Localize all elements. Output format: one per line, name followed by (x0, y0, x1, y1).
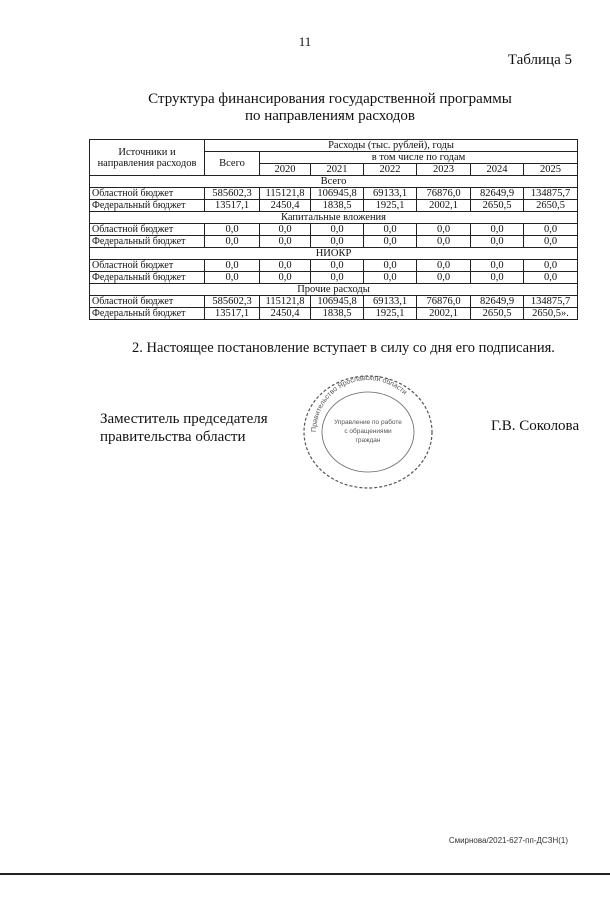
header-year: 2020 (260, 164, 311, 176)
table-section-row (90, 248, 578, 260)
row-total: 585602,3 (205, 188, 260, 200)
row-source: Федеральный бюджет (90, 308, 205, 320)
table-header-row-1 (90, 140, 578, 152)
table-section-row (90, 284, 578, 296)
row-year-value: 76876,0 (417, 188, 471, 200)
document-title (100, 91, 560, 125)
row-year-value: 1838,5 (311, 308, 364, 320)
header-year: 2023 (417, 164, 471, 176)
header-year: 2021 (311, 164, 364, 176)
table-label: Таблица 5 (507, 52, 572, 68)
row-year-value: 0,0 (260, 224, 311, 236)
table-row (90, 200, 578, 212)
signer-title-line-1: Заместитель председателя (100, 411, 268, 427)
row-year-value: 0,0 (471, 260, 524, 272)
row-year-value: 1925,1 (364, 200, 417, 212)
row-total: 0,0 (205, 224, 260, 236)
header-expenses: Расходы (тыс. рублей), годы (205, 140, 578, 152)
section-heading: Капитальные вложения (90, 212, 578, 224)
row-year-value: 2002,1 (417, 200, 471, 212)
row-year-value: 82649,9 (471, 296, 524, 308)
document-title-line-2: по направлениям расходов (244, 108, 415, 124)
header-by-years: в том числе по годам (260, 152, 578, 164)
header-year: 2022 (364, 164, 417, 176)
seal-inner-line-1: Управление по работе (334, 419, 402, 426)
row-year-value: 0,0 (311, 224, 364, 236)
row-year-value: 0,0 (471, 224, 524, 236)
row-year-value: 76876,0 (417, 296, 471, 308)
footer-code: Смирнова/2021-627-пп-ДСЗН(1) (448, 836, 568, 845)
header-total: Всего (205, 152, 260, 176)
row-year-value: 0,0 (364, 260, 417, 272)
row-total: 0,0 (205, 260, 260, 272)
row-year-value: 0,0 (364, 224, 417, 236)
header-sources: Источники и направления расходов (90, 140, 205, 176)
row-year-value: 2650,5». (524, 308, 578, 320)
row-year-value: 2650,5 (471, 200, 524, 212)
seal-inner-line-2: с обращениями (344, 428, 392, 435)
row-year-value: 0,0 (524, 224, 578, 236)
row-source: Федеральный бюджет (90, 236, 205, 248)
table-row (90, 272, 578, 284)
signer-title-line-2: правительства области (100, 429, 246, 445)
section-heading: НИОКР (90, 248, 578, 260)
row-year-value: 69133,1 (364, 188, 417, 200)
row-year-value: 69133,1 (364, 296, 417, 308)
table-row (90, 260, 578, 272)
row-source: Федеральный бюджет (90, 200, 205, 212)
row-source: Областной бюджет (90, 296, 205, 308)
document-title-line-1: Структура финансирования государственной программы (148, 91, 512, 107)
page-number: 11 (298, 34, 312, 49)
row-year-value: 0,0 (311, 260, 364, 272)
row-year-value: 1838,5 (311, 200, 364, 212)
row-year-value: 0,0 (524, 236, 578, 248)
row-year-value: 0,0 (524, 272, 578, 284)
row-year-value: 0,0 (417, 224, 471, 236)
table-row (90, 188, 578, 200)
row-year-value: 0,0 (417, 260, 471, 272)
footer-rule (0, 873, 610, 875)
financing-table (89, 139, 578, 320)
row-year-value: 0,0 (524, 260, 578, 272)
row-total: 585602,3 (205, 296, 260, 308)
row-year-value: 2650,5 (524, 200, 578, 212)
seal-inner-line-3: граждан (355, 437, 381, 444)
seal-arc-text: Правительство Ярославской области (310, 374, 408, 433)
header-year: 2025 (524, 164, 578, 176)
table-row (90, 296, 578, 308)
row-total: 0,0 (205, 272, 260, 284)
row-source: Федеральный бюджет (90, 272, 205, 284)
signer-name: Г.В. Соколова (491, 418, 580, 434)
table-row (90, 224, 578, 236)
row-year-value: 0,0 (417, 236, 471, 248)
row-year-value: 0,0 (260, 260, 311, 272)
table-row (90, 236, 578, 248)
row-year-value: 134875,7 (524, 188, 578, 200)
row-year-value: 106945,8 (311, 296, 364, 308)
row-year-value: 2002,1 (417, 308, 471, 320)
table-section-row (90, 176, 578, 188)
financing-table-body (90, 140, 578, 320)
row-year-value: 82649,9 (471, 188, 524, 200)
row-year-value: 0,0 (471, 272, 524, 284)
row-year-value: 0,0 (471, 236, 524, 248)
section-heading: Прочие расходы (90, 284, 578, 296)
table-row (90, 308, 578, 320)
row-year-value: 1925,1 (364, 308, 417, 320)
row-year-value: 106945,8 (311, 188, 364, 200)
row-source: Областной бюджет (90, 188, 205, 200)
row-year-value: 2650,5 (471, 308, 524, 320)
row-source: Областной бюджет (90, 260, 205, 272)
row-year-value: 115121,8 (260, 296, 311, 308)
row-year-value: 0,0 (311, 236, 364, 248)
row-total: 13517,1 (205, 200, 260, 212)
section-heading: Всего (90, 176, 578, 188)
row-year-value: 0,0 (364, 272, 417, 284)
row-year-value: 115121,8 (260, 188, 311, 200)
row-year-value: 2450,4 (260, 308, 311, 320)
row-year-value: 2450,4 (260, 200, 311, 212)
row-year-value: 0,0 (417, 272, 471, 284)
row-year-value: 0,0 (260, 272, 311, 284)
row-year-value: 0,0 (260, 236, 311, 248)
effective-date-paragraph: 2. Настоящее постановление вступает в силу со дня его подписания. (132, 340, 555, 356)
official-seal (292, 370, 444, 494)
row-source: Областной бюджет (90, 224, 205, 236)
row-total: 0,0 (205, 236, 260, 248)
row-year-value: 134875,7 (524, 296, 578, 308)
table-section-row (90, 212, 578, 224)
signer-title (100, 410, 268, 446)
row-year-value: 0,0 (311, 272, 364, 284)
header-year: 2024 (471, 164, 524, 176)
row-total: 13517,1 (205, 308, 260, 320)
row-year-value: 0,0 (364, 236, 417, 248)
